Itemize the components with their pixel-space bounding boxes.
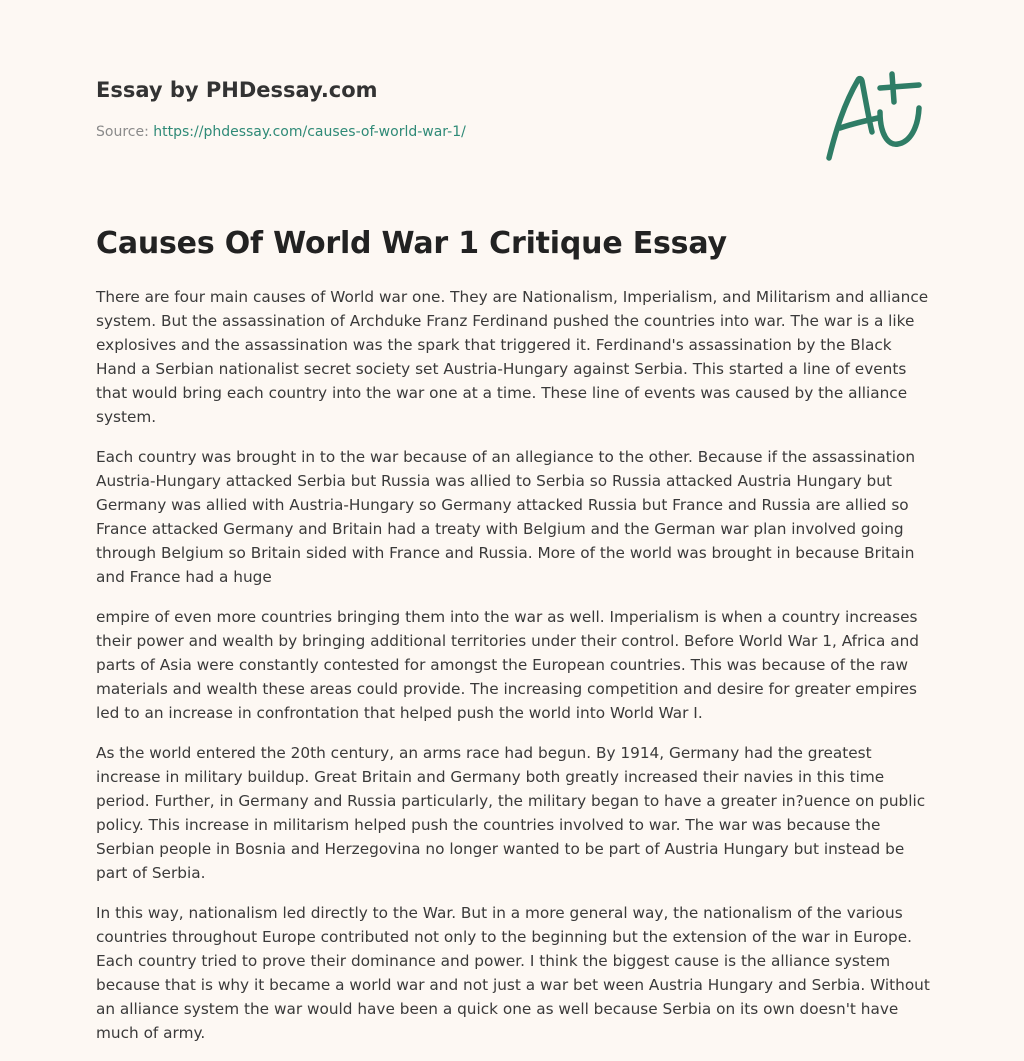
source-label: Source: [96,124,154,140]
source-line [96,122,796,142]
site-brand: Essay by PHDessay.com [96,78,378,102]
page-header [96,76,796,142]
essay-paragraph: There are four main causes of World war one. They are Nationalism, Imperialism, and Militarism and alliance system. But the assassination of Archduke Franz Ferdinand pushed the countries into war. The war is a like explosives and the assassination was the spark that triggered it. Ferdinand's assassination by the Black Hand a Serbian nationalist secret society set Austria-Hungary against Serbia. This started a line of events that would bring each country into the war one at a time. These line of events was caused by the alliance system. [96,288,929,426]
essay-paragraph: As the world entered the 20th century, an arms race had begun. By 1914, Germany had the greatest increase in military buildup. Great Britain and Germany both greatly increased their navies in this time period. Further, in Germany and Russia particularly, the military began to have a greater in?uence on public policy. This increase in militarism helped push the countries involved to war. The war was because the Serbian people in Bosnia and Herzegovina no longer wanted to be part of Austria Hungary but instead be part of Serbia. [96,744,926,882]
essay-paragraph: Each country was brought in to the war because of an allegiance to the other. Because if the assassination Austria-Hungary attacked Serbia but Russia was allied to Serbia so Russia attacked Austria Hungary but Germany was allied with Austria-Hungary so Germany attacked Russia but France and Russia are allied so France attacked Germany and Britain had a treaty with Belgium and the German war plan involved going through Belgium so Britain sided with France and Russia. More of the world was brought in because Britain and France had a huge [96,448,916,586]
essay-body [96,285,930,1061]
essay-title: Causes Of World War 1 Critique Essay [96,226,727,261]
essay-paragraph: empire of even more countries bringing them into the war as well. Imperialism is when a country increases their power and wealth by bringing additional territories under their control. Before World War 1, Africa and parts of Asia were constantly contested for amongst the European countries. This was because of the raw materials and wealth these areas could provide. The increasing competition and desire for greater empires led to an increase in confrontation that helped push the world into World War I. [96,608,920,722]
a-plus-logo-icon [822,68,926,164]
essay-paragraph: In this way, nationalism led directly to the War. But in a more general way, the nationalism of the various countries throughout Europe contributed not only to the beginning but the extension of the war in Europe. Each country tried to prove their dominance and power. I think the biggest cause is the alliance system because that is why it became a world war and not just a war bet ween Austria Hungary and Serbia. Without an alliance system the war would have been a quick one as well because Serbia on its own doesn't have much of army. [96,904,930,1042]
source-link[interactable]: https://phdessay.com/causes-of-world-war-1/ [153,124,466,140]
